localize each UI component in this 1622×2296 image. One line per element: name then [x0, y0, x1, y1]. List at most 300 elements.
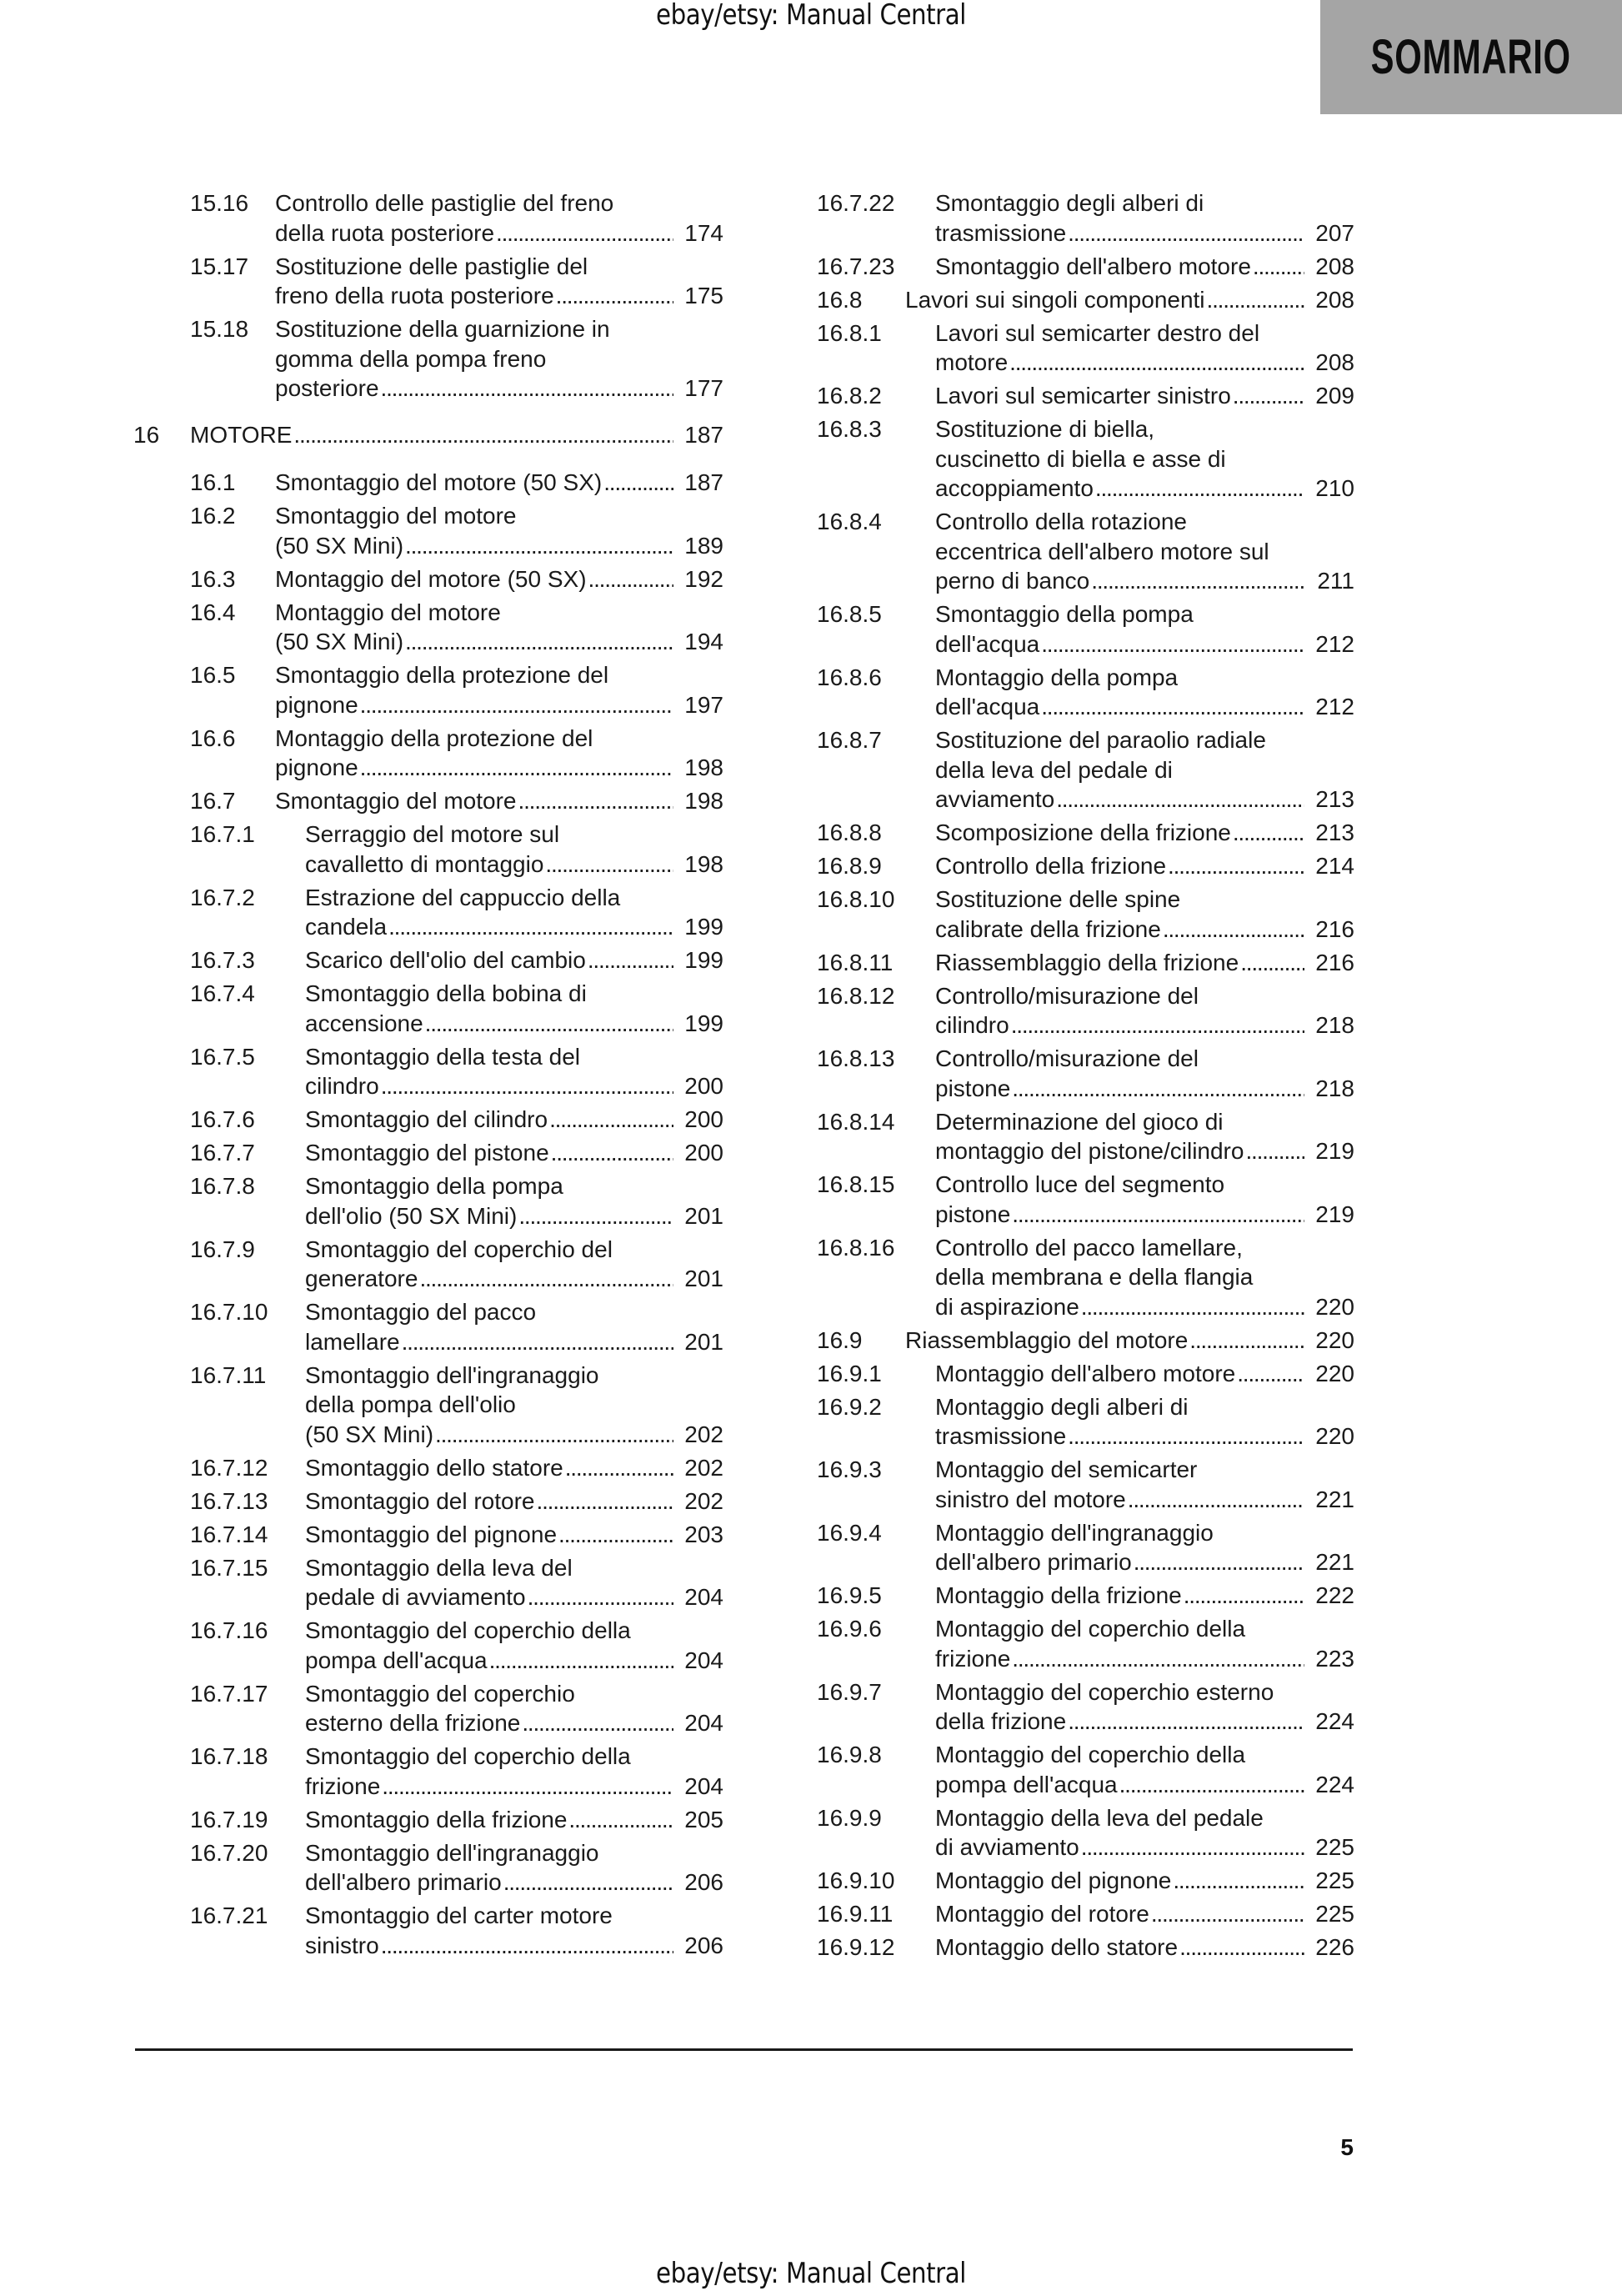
toc-entry-title: Smontaggio del rotore: [305, 1487, 535, 1514]
toc-entry-number: 16.7.20: [190, 1839, 268, 1866]
toc-entry-page: 221: [1315, 1549, 1354, 1575]
dot-leader: [1081, 1292, 1304, 1322]
toc-entry-number: 16.1: [190, 469, 236, 495]
toc-entry-title: Sostituzione di biella,: [935, 416, 1155, 442]
toc-entry[interactable]: [133, 1042, 723, 1101]
toc-entry-title: Smontaggio del coperchio del: [305, 1236, 613, 1262]
toc-entry-number: 16.8: [817, 286, 863, 313]
toc-entry-title: della ruota posteriore: [275, 219, 495, 246]
dot-leader: [588, 564, 673, 594]
toc-entry-title: MOTORE: [190, 421, 293, 448]
toc-entry-page: 201: [684, 1266, 723, 1291]
toc-entry-title: Lavori sui singoli componenti: [905, 286, 1205, 313]
toc-entry-title: lamellare: [305, 1328, 400, 1355]
toc-entry-number: 16.9.11: [817, 1901, 894, 1927]
toc-entry-number: 16.7.21: [190, 1902, 268, 1928]
dot-leader: [518, 786, 673, 816]
toc-entry-title: Smontaggio dell'ingranaggio: [305, 1361, 599, 1388]
toc-entry[interactable]: [817, 188, 1354, 248]
toc-entry[interactable]: [817, 1933, 1354, 1963]
dot-leader: [1056, 785, 1304, 815]
toc-entry-page: 225: [1315, 1834, 1354, 1860]
toc-entry-page: 220: [1315, 1360, 1354, 1386]
toc-entry[interactable]: [817, 1044, 1354, 1103]
toc-entry-title: gomma della pompa freno: [275, 345, 547, 372]
toc-entry-number: 16.7.2: [190, 884, 255, 910]
toc-entry-title: Montaggio del motore: [275, 599, 501, 625]
toc-entry[interactable]: [133, 468, 723, 498]
toc-entry-title: pompa dell'acqua: [305, 1647, 488, 1673]
toc-entry-number: 16.8.12: [817, 982, 895, 1009]
toc-entry[interactable]: [133, 1520, 723, 1550]
toc-entry[interactable]: [133, 1297, 723, 1356]
toc-entry-title: Smontaggio del cilindro: [305, 1106, 548, 1132]
toc-entry-title: Sostituzione della guarnizione in: [275, 316, 610, 342]
toc-entry-number: 16.7.16: [190, 1617, 268, 1643]
toc-entry-number: 16.5: [190, 662, 236, 688]
toc-entry-title: Smontaggio del motore: [275, 788, 517, 814]
toc-entry-title: pistone: [935, 1075, 1011, 1101]
toc-entry[interactable]: [817, 1233, 1354, 1322]
toc-entry-title: Controllo/misurazione del: [935, 1045, 1199, 1071]
toc-entry-page: 174: [684, 219, 723, 246]
toc-entry-number: 16.9.3: [817, 1456, 882, 1482]
dot-leader: [603, 468, 673, 498]
dot-leader: [528, 1582, 673, 1612]
toc-entry-page: 213: [1315, 786, 1354, 812]
toc-entry-title: cilindro: [305, 1073, 379, 1099]
dot-leader: [1253, 252, 1304, 282]
toc-entry[interactable]: [133, 1901, 723, 1960]
toc-entry-page: 213: [1315, 820, 1354, 845]
toc-entry-title: generatore: [305, 1266, 418, 1291]
toc-entry[interactable]: [817, 1803, 1354, 1862]
footer-divider: [135, 2048, 1353, 2051]
dot-leader: [489, 1646, 673, 1676]
toc-entry-title: Smontaggio del pacco: [305, 1299, 537, 1325]
toc-entry-page: 224: [1315, 1771, 1354, 1797]
toc-entry-page: 224: [1315, 1708, 1354, 1734]
toc-entry[interactable]: [133, 252, 723, 311]
toc-entry[interactable]: [133, 501, 723, 560]
toc-entry[interactable]: [133, 1105, 723, 1135]
toc-entry[interactable]: [817, 663, 1354, 722]
toc-entry-page: 199: [684, 947, 723, 973]
toc-entry-page: 225: [1315, 1901, 1354, 1927]
toc-entry[interactable]: [133, 1235, 723, 1294]
toc-entry-title: esterno della frizione: [305, 1710, 521, 1736]
toc-entry[interactable]: [817, 885, 1354, 944]
toc-entry[interactable]: [133, 1453, 723, 1483]
toc-entry[interactable]: [133, 1553, 723, 1612]
toc-entry-number: 16.7.4: [190, 980, 255, 1006]
toc-entry[interactable]: [817, 851, 1354, 881]
toc-entry-title: Sostituzione delle spine: [935, 886, 1181, 912]
toc-entry-title: candela: [305, 914, 388, 940]
toc-entry[interactable]: [817, 1326, 1354, 1356]
toc-entry-title: Montaggio degli alberi di: [935, 1393, 1189, 1420]
dot-leader: [388, 912, 673, 942]
toc-entry[interactable]: [817, 507, 1354, 596]
toc-entry-number: 16.9.2: [817, 1393, 882, 1420]
dot-leader: [1128, 1485, 1304, 1515]
toc-entry[interactable]: [817, 1899, 1354, 1929]
toc-entry-number: 16.7.18: [190, 1743, 268, 1769]
toc-entry-page: 198: [684, 850, 723, 877]
toc-entry-number: 16.8.10: [817, 886, 895, 912]
toc-entry[interactable]: [133, 314, 723, 404]
dot-leader: [405, 627, 673, 657]
toc-entry-number: 16.7.22: [817, 190, 895, 216]
toc-entry-title: cuscinetto di biella e asse di: [935, 445, 1226, 472]
toc-entry[interactable]: [133, 188, 723, 248]
toc-entry-title: della pompa dell'olio: [305, 1391, 516, 1417]
toc-entry[interactable]: [817, 414, 1354, 504]
toc-entry-number: 16.8.5: [817, 601, 882, 627]
toc-entry[interactable]: [817, 1866, 1354, 1896]
toc-entry[interactable]: [817, 1518, 1354, 1577]
toc-entry-title: Montaggio della pompa: [935, 664, 1179, 690]
toc-entry-number: 16.6: [190, 724, 236, 751]
toc-entry-page: 202: [684, 1421, 723, 1447]
toc-entry-page: 202: [684, 1454, 723, 1481]
dot-leader: [1237, 1359, 1304, 1389]
toc-entry-title: frizione: [305, 1772, 381, 1799]
toc-entry-number: 16.8.15: [817, 1171, 895, 1197]
toc-entry-title: Sostituzione delle pastiglie del: [275, 253, 588, 279]
toc-entry-number: 16.9.8: [817, 1742, 882, 1767]
toc-entry-title: (50 SX Mini): [275, 532, 404, 559]
toc-entry-page: 204: [684, 1584, 723, 1610]
toc-entry[interactable]: [817, 1677, 1354, 1737]
toc-entry-page: 208: [1315, 253, 1354, 279]
toc-entry-title: della frizione: [935, 1708, 1067, 1734]
toc-entry-page: 204: [684, 1772, 723, 1799]
toc-entry-number: 16.7.7: [190, 1140, 255, 1166]
toc-entry[interactable]: [817, 1581, 1354, 1611]
toc-entry[interactable]: [817, 1455, 1354, 1514]
toc-entry-title: Montaggio del rotore: [935, 1901, 1149, 1927]
toc-entry[interactable]: [817, 1107, 1354, 1166]
toc-entry-title: freno della ruota posteriore: [275, 283, 554, 308]
toc-entry[interactable]: [817, 1740, 1354, 1799]
toc-entry-page: 204: [684, 1710, 723, 1736]
toc-entry-title: Smontaggio del coperchio della: [305, 1743, 631, 1769]
toc-entry-title: motore: [935, 349, 1009, 375]
toc-entry-title: Smontaggio dell'ingranaggio: [305, 1839, 599, 1866]
toc-entry-page: 197: [684, 691, 723, 718]
toc-entry-title: Estrazione del cappuccio della: [305, 884, 621, 910]
toc-entry-page: 187: [684, 421, 723, 448]
toc-entry-number: 16.8.3: [817, 416, 882, 442]
dot-leader: [360, 690, 673, 720]
toc-entry[interactable]: [133, 1361, 723, 1450]
dot-leader: [1068, 1421, 1304, 1451]
toc-entry-page: 192: [684, 565, 723, 592]
toc-entry[interactable]: [817, 725, 1354, 815]
toc-entry-title: (50 SX Mini): [305, 1421, 434, 1447]
toc-entry-number: 16: [133, 421, 160, 448]
toc-entry[interactable]: [817, 599, 1354, 659]
toc-entry[interactable]: [817, 818, 1354, 848]
toc-entry[interactable]: [133, 979, 723, 1038]
toc-entry-title: Montaggio del motore (50 SX): [275, 565, 587, 592]
toc-entry[interactable]: [133, 1486, 723, 1516]
dot-leader: [537, 1486, 673, 1516]
dot-leader: [1173, 1866, 1304, 1896]
toc-entry[interactable]: [817, 981, 1354, 1040]
toc-entry-number: 16.8.7: [817, 727, 882, 753]
dot-leader: [1134, 1547, 1304, 1577]
dot-leader: [381, 373, 673, 404]
toc-entry-number: 16.7.11: [190, 1361, 267, 1388]
toc-entry-title: pedale di avviamento: [305, 1584, 526, 1610]
toc-entry-page: 200: [684, 1073, 723, 1099]
toc-entry[interactable]: [133, 820, 723, 879]
toc-entry[interactable]: [133, 598, 723, 657]
toc-entry[interactable]: [817, 948, 1354, 978]
toc-entry-title: Smontaggio dello statore: [305, 1454, 563, 1481]
toc-entry-page: 218: [1315, 1012, 1354, 1038]
dot-leader: [1245, 1136, 1304, 1166]
dot-leader: [1163, 915, 1304, 945]
dot-leader: [1012, 1200, 1304, 1230]
toc-entry-number: 16.8.9: [817, 853, 882, 879]
dot-leader: [381, 1931, 673, 1961]
toc-entry-number: 16.8.4: [817, 509, 882, 534]
toc-entry-number: 16.7.23: [817, 253, 895, 279]
toc-entry[interactable]: [133, 786, 723, 816]
toc-entry-page: 219: [1315, 1138, 1354, 1164]
toc-entry-number: 16.8.6: [817, 664, 882, 690]
toc-entry-title: Serraggio del motore sul: [305, 821, 560, 847]
toc-entry-title: dell'albero primario: [935, 1549, 1132, 1575]
toc-entry-number: 15.18: [190, 316, 249, 342]
toc-entry-title: Montaggio dell'albero motore: [935, 1360, 1236, 1386]
toc-entry-number: 16.8.11: [817, 949, 894, 975]
toc-entry-title: Controllo della rotazione: [935, 509, 1187, 534]
toc-entry-page: 199: [684, 914, 723, 940]
toc-entry-title: Smontaggio del carter motore: [305, 1902, 613, 1928]
dot-leader: [556, 281, 673, 311]
toc-entry-title: Sostituzione del paraolio radiale: [935, 727, 1266, 753]
toc-entry-page: 212: [1315, 630, 1354, 657]
toc-entry-number: 16.9.9: [817, 1804, 882, 1831]
dot-leader: [435, 1420, 673, 1450]
toc-entry-number: 15.17: [190, 253, 249, 279]
toc-right-column: [817, 188, 1354, 1966]
toc-entry-page: 208: [1315, 286, 1354, 313]
toc-entry-number: 16.2: [190, 503, 236, 529]
toc-entry[interactable]: [133, 1679, 723, 1738]
toc-entry-title: sinistro: [305, 1932, 379, 1958]
toc-entry-page: 216: [1315, 915, 1354, 942]
dot-leader: [1012, 1644, 1304, 1674]
dot-leader: [565, 1453, 673, 1483]
toc-entry-title: trasmissione: [935, 219, 1067, 246]
dot-leader: [360, 753, 673, 783]
toc-entry-number: 16.9.12: [817, 1934, 895, 1960]
dot-leader: [1184, 1581, 1304, 1611]
toc-entry-title: Montaggio del semicarter: [935, 1456, 1198, 1482]
toc-entry-title: Controllo/misurazione del: [935, 982, 1199, 1009]
toc-entry[interactable]: [817, 1170, 1354, 1229]
toc-entry-page: 203: [684, 1521, 723, 1547]
toc-entry-page: 206: [684, 1932, 723, 1958]
toc-entry[interactable]: [133, 1616, 723, 1675]
toc-entry[interactable]: [817, 285, 1354, 315]
dot-leader: [425, 1009, 673, 1039]
dot-leader: [1233, 818, 1304, 848]
toc-entry[interactable]: [133, 564, 723, 594]
toc-entry-page: 225: [1315, 1867, 1354, 1893]
toc-entry-page: 212: [1315, 694, 1354, 719]
toc-entry-page: 201: [684, 1328, 723, 1355]
toc-entry-number: 16.8.8: [817, 820, 882, 845]
dot-leader: [1095, 474, 1304, 504]
dot-leader: [1041, 692, 1304, 722]
toc-entry-number: 16.4: [190, 599, 236, 625]
toc-entry[interactable]: [133, 1742, 723, 1801]
dot-leader: [1068, 1707, 1304, 1737]
toc-entry[interactable]: [133, 945, 723, 975]
toc-entry-title: Smontaggio della pompa: [935, 601, 1194, 627]
toc-entry-title: pompa dell'acqua: [935, 1771, 1118, 1797]
toc-entry-page: 210: [1315, 475, 1354, 501]
toc-entry-title: Controllo luce del segmento: [935, 1171, 1225, 1197]
toc-entry-number: 16.7.5: [190, 1043, 255, 1070]
toc-entry[interactable]: [133, 1838, 723, 1897]
dot-leader: [518, 1201, 673, 1231]
toc-entry[interactable]: [817, 318, 1354, 378]
toc-entry[interactable]: [133, 660, 723, 719]
toc-entry-title: Smontaggio del coperchio della: [305, 1617, 631, 1643]
toc-entry-page: 220: [1315, 1423, 1354, 1449]
toc-entry-page: 220: [1315, 1293, 1354, 1320]
toc-entry-page: 198: [684, 754, 723, 780]
toc-entry-number: 16.7.19: [190, 1806, 268, 1832]
toc-entry-number: 16.8.13: [817, 1045, 895, 1071]
toc-entry-title: Smontaggio del motore: [275, 503, 517, 529]
toc-entry-number: 16.3: [190, 565, 236, 592]
toc-entry-title: Smontaggio della pompa: [305, 1173, 563, 1199]
toc-entry[interactable]: [817, 1392, 1354, 1451]
toc-entry-title: Smontaggio della protezione del: [275, 662, 609, 688]
toc-entry-number: 16.8.2: [817, 383, 882, 409]
toc-entry-page: 202: [684, 1487, 723, 1514]
toc-entry-title: Smontaggio della testa del: [305, 1043, 580, 1070]
toc-entry-title: Lavori sul semicarter sinistro: [935, 383, 1231, 409]
toc-entry-page: 201: [684, 1202, 723, 1229]
toc-entry[interactable]: [133, 1138, 723, 1168]
toc-entry-number: 16.7.8: [190, 1173, 255, 1199]
toc-entry-title: dell'acqua: [935, 694, 1040, 719]
toc-entry[interactable]: [133, 1171, 723, 1231]
toc-entry-number: 16.8.16: [817, 1234, 895, 1261]
dot-leader: [405, 531, 673, 561]
toc-entry-page: 223: [1315, 1645, 1354, 1672]
toc-entry-title: Smontaggio del coperchio: [305, 1680, 575, 1707]
toc-entry-number: 16.9.4: [817, 1519, 882, 1546]
toc-entry-title: posteriore: [275, 375, 379, 401]
toc-entry-page: 194: [684, 629, 723, 654]
toc-entry-number: 16.7.17: [190, 1680, 268, 1707]
section-tab-label: SOMMARIO: [1370, 30, 1572, 84]
toc-entry-title: montaggio del pistone/cilindro: [935, 1138, 1244, 1164]
toc-entry-number: 16.8.1: [817, 319, 882, 346]
toc-entry-page: 209: [1315, 383, 1354, 409]
toc-entry-page: 207: [1315, 219, 1354, 246]
dot-leader: [402, 1327, 673, 1357]
toc-entry-page: 216: [1315, 949, 1354, 975]
toc-entry-number: 16.7.10: [190, 1299, 268, 1325]
toc-entry[interactable]: [133, 1805, 723, 1835]
toc-entry-title: Smontaggio del motore (50 SX): [275, 469, 603, 495]
toc-entry[interactable]: [817, 1614, 1354, 1673]
dot-leader: [1011, 1010, 1304, 1040]
section-tab: [1320, 0, 1622, 114]
toc-entry-title: trasmissione: [935, 1423, 1067, 1449]
toc-entry-number: 16.7.9: [190, 1236, 255, 1262]
toc-entry-title: pistone: [935, 1201, 1011, 1227]
toc-entry-title: Smontaggio della frizione: [305, 1806, 568, 1832]
toc-entry-page: 211: [1317, 568, 1354, 594]
toc-entry-title: Controllo del pacco lamellare,: [935, 1234, 1243, 1261]
dot-leader: [551, 1138, 673, 1168]
dot-leader: [381, 1071, 673, 1101]
dot-leader: [549, 1105, 673, 1135]
dot-leader: [588, 945, 673, 975]
toc-entry[interactable]: [817, 252, 1354, 282]
toc-entry-title: dell'albero primario: [305, 1869, 502, 1895]
dot-leader: [545, 850, 673, 880]
toc-entry-title: Controllo delle pastiglie del freno: [275, 190, 614, 216]
toc-entry-number: 16.7.1: [190, 821, 255, 847]
toc-entry-title: Lavori sul semicarter destro del: [935, 319, 1260, 346]
toc-entry-page: 221: [1315, 1486, 1354, 1512]
toc-entry-number: 16.7: [190, 788, 236, 814]
toc-entry-number: 16.7.15: [190, 1554, 268, 1581]
dot-leader: [1119, 1770, 1304, 1800]
toc-entry-page: 208: [1315, 349, 1354, 375]
toc-entry-title: sinistro del motore: [935, 1486, 1126, 1512]
toc-entry-page: 222: [1315, 1582, 1354, 1608]
toc-entry[interactable]: [817, 1359, 1354, 1389]
toc-entry-title: di avviamento: [935, 1834, 1079, 1860]
toc-entry-title: della membrana e della flangia: [935, 1264, 1254, 1290]
toc-entry[interactable]: [817, 381, 1354, 411]
toc-entry-page: 204: [684, 1647, 723, 1673]
dot-leader: [522, 1708, 673, 1738]
toc-entry-number: 16.7.6: [190, 1106, 255, 1132]
toc-entry-page: 199: [684, 1010, 723, 1036]
toc-entry-title: Montaggio del pignone: [935, 1867, 1172, 1893]
toc-entry[interactable]: [133, 420, 723, 450]
toc-entry-title: Montaggio del coperchio della: [935, 1616, 1246, 1642]
toc-entry-number: 16.9.10: [817, 1867, 895, 1893]
toc-entry[interactable]: [133, 883, 723, 942]
toc-entry-page: 226: [1315, 1934, 1354, 1960]
toc-entry-page: 205: [684, 1806, 723, 1832]
dot-leader: [1207, 285, 1304, 315]
toc-entry-number: 16.7.3: [190, 947, 255, 973]
toc-left-column: [133, 188, 723, 1964]
toc-entry[interactable]: [133, 724, 723, 783]
toc-entry-page: 218: [1315, 1075, 1354, 1101]
toc-entry-title: frizione: [935, 1645, 1011, 1672]
toc-entry-page: 206: [684, 1869, 723, 1895]
dot-leader: [1189, 1326, 1304, 1356]
